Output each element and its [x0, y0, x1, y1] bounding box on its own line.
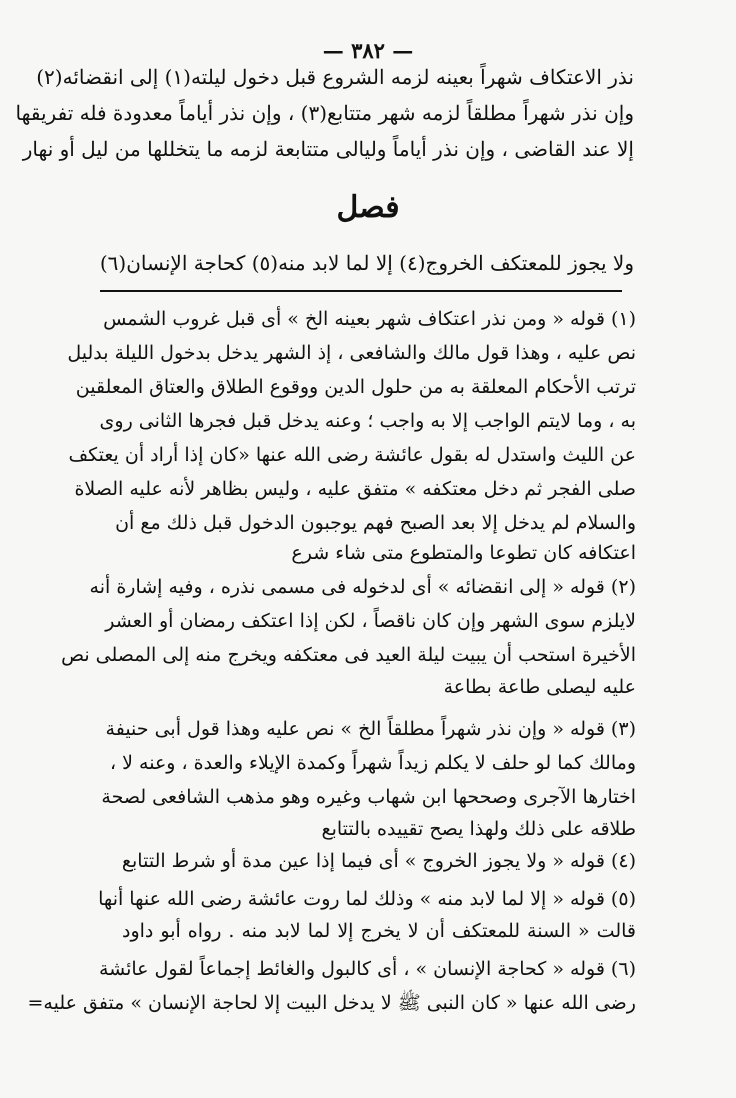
main-text-line: وإن نذر شهراً مطلقاً لزمه شهر متتابع(٣) ، وإن نذر أياماً معدودة فله تفريقها	[15, 101, 634, 125]
footnote-line: صلى الفجر ثم دخل معتكفه » متفق عليه ، وليس بظاهر لأنه عليه الصلاة	[74, 478, 636, 500]
footnote-line: الأخيرة استحب أن يبيت ليلة العيد فى معتكفه ويخرج منه إلى المصلى نص	[61, 644, 636, 666]
footnote-line: اعتكافه كان تطوعا والمتطوع متى شاء شرع	[291, 542, 636, 564]
footnote-line: عليه ليصلى طاعة بطاعة	[443, 676, 636, 698]
footnote-line: عن الليث واستدل له بقول عائشة رضى الله عنها «كان إذا أراد أن يعتكف	[68, 444, 636, 466]
footnote-line: (٢) قوله « إلى انقضائه » أى لدخوله فى مسمى نذره ، وفيه إشارة أنه	[89, 576, 636, 598]
footnote-line: قالت « السنة للمعتكف أن لا يخرج إلا لما لابد منه . رواه أبو داود	[122, 920, 636, 942]
footnote-divider	[100, 290, 622, 292]
main-text-line: نذر الاعتكاف شهراً بعينه لزمه الشروع قبل دخول ليلته(١) إلى انقضائه(٢)	[36, 65, 634, 89]
footnote-line: نص عليه ، وهذا قول مالك والشافعى ، إذ الشهر يدخل بدخول الليلة بدليل	[67, 342, 636, 364]
footnote-line: لايلزم سوى الشهر وإن كان ناقصاً ، لكن إذا اعتكف رمضان أو العشر	[105, 610, 636, 632]
footnote-line: (٣) قوله « وإن نذر شهراً مطلقاً الخ » نص عليه وهذا قول أبى حنيفة	[105, 718, 636, 740]
footnote-line: (١) قوله « ومن نذر اعتكاف شهر بعينه الخ » أى قبل غروب الشمس	[103, 308, 636, 330]
footnote-line: ومالك كما لو حلف لا يكلم زيداً شهراً وكمدة الإيلاء والعدة ، وعنه لا ،	[109, 752, 636, 774]
footnote-line: (٦) قوله « كحاجة الإنسان » ، أى كالبول والغائط إجماعاً لقول عائشة	[98, 958, 636, 980]
section-text: ولا يجوز للمعتكف الخروج(٤) إلا لما لابد منه(٥) كحاجة الإنسان(٦)	[99, 251, 634, 275]
footnote-line: والسلام لم يدخل إلا بعد الصبح فهم يوجبون الدخول قبل ذلك مع أن	[115, 512, 636, 534]
footnote-line: طلاقه على ذلك ولهذا يصح تقييده بالتتابع	[321, 818, 636, 840]
footnote-line: اختارها الآجرى وصححها ابن شهاب وغيره وهو مذهب الشافعى لصحة	[101, 786, 636, 808]
page-number: — ٣٨٢ —	[322, 38, 414, 63]
section-heading: فصل	[336, 190, 400, 225]
footnote-line: (٤) قوله « ولا يجوز الخروج » أى فيما إذا عين مدة أو شرط التتابع	[121, 850, 636, 872]
footnote-line: ترتب الأحكام المعلقة به من حلول الدين ووقوع الطلاق والعتاق المعلقين	[75, 376, 636, 398]
footnote-line: (٥) قوله « إلا لما لابد منه » وذلك لما روت عائشة رضى الله عنها أنها	[98, 888, 636, 910]
footnote-line: به ، وما لايتم الواجب إلا به واجب ؛ وعنه يدخل قبل فجرها الثانى روى	[99, 410, 636, 432]
main-text-line: إلا عند القاضى ، وإن نذر أياماً وليالى متتابعة لزمه ما يتخللها من ليل أو نهار	[22, 137, 634, 161]
footnote-line: رضى الله عنها « كان النبى ﷺ لا يدخل البيت إلا لحاجة الإنسان » متفق عليه=	[27, 992, 636, 1014]
